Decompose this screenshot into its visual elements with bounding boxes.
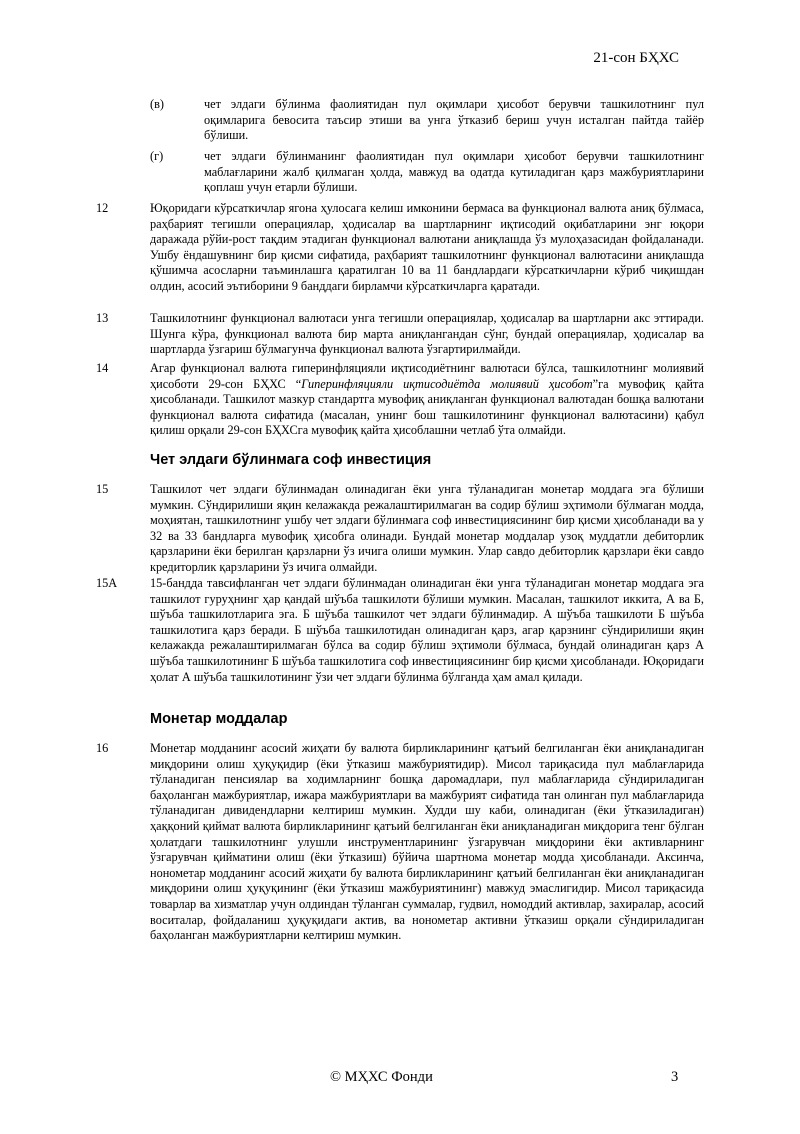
paragraph-text: Ташкилотнинг функционал валютаси унга тегишли операциялар, ҳодисалар ва шартларни акс эттиради. Шунга кўра, функционал валюта бир марта аниқлангандан сўнг, бундай операциялар, ҳодисалар ва шартларда ўзгариш бўлмагунча функционал валюта ўзгартирилмайди. [150,311,704,357]
item-number: (в) [150,97,164,111]
paragraph-number: 16 [96,741,109,755]
paragraph-number: 14 [96,361,109,375]
paragraph-number: 13 [96,311,109,325]
paragraph-text: 15-бандда тавсифланган чет элдаги бўлинмадан олинадиган ёки унга тўланадиган монетар моддага эга ташкилот гуруҳнинг ҳар қандай шўъба ташкилоти бўлиши мумкин. Масалан, ташкилот иккита, А ва Б, шўъба ташкилотларига эга. Б шўъба ташкилот чет элдаги бўлинмадир. А шўъба ташкилоти Б шўъба ташкилотига қарз беради. Б шўъба ташкилотидан олинадиган қарз, агар қарзнинг сўндирилиши яқин келажакда режалаштирилмаган бўлса ва содир бўлиш эҳтимоли бўлмаса, бундай олинадиган қарз А шўъба ташкилотининг Б шўъба ташкилотига соф инвестициясининг бир қисми ҳисобланади. Юқоридаги ҳолат А шўъба ташкилотининг ўзи чет элдаги бўлинма бўлганда ҳам амал қилади. [150,576,704,684]
paragraph-text: Монетар модданинг асосий жиҳати бу валюта бирликларининг қатъий белгиланган ёки аниқланадиган миқдорини олиш ҳуқуқидир (ёки ўтказиш мажбуриятидир). Мисол тариқасида пул маблағларида тўланадиган пенсиялар ва ходимларнинг бошқа даромадлари, пул маблағларида сўндириладиган баҳоланган мажбуриятлар, ижара мажбуриятлари ва мажбурият сифатида тан олинган пул маблағларида тўланадиган дивидендларни келтириш мумкин. Худди шу каби, олинадиган (ёки ўтказиладиган) ҳаққоний қиймат валюта бирликларининг қатъий белгиланган ёки аниқланадиган миқдорига тенг бўлган ҳолатдаги ташкилотнинг улушли инструментларининг ўзгарувчан миқдорини ёки активларнинг ўзгарувчан қийматини олиш (ёки ўтказиш) бўйича шартнома монетар модда ҳисобланади. Аксинча, нонометар модданинг асосий жиҳати бу валюта бирликларининг қатъий белгиланган ёки аниқланадиган миқдорини олиш ҳуқуқининг (ёки ўтказиш мажбуриятининг) мавжуд эмаслигидир. Мисол тариқасида товарлар ва хизматлар учун олдиндан тўланган суммалар, гудвил, номоддий активлар, захиралар, асосий воситалар, фойдаланиш ҳуқуқидаги актив, ва нонометар активни ўтказиш орқали сўндириладиган баҳоланган мажбуриятларни келтириш мумкин. [150,741,704,943]
paragraph-number: 15А [96,576,118,590]
page-number: 3 [671,1069,679,1085]
paragraph-text-part: ”га мувофиқ қайта ҳисобланади. Ташкилот мазкур стандартга мувофиқ аниқланган функционал валютадан бошқа валютани функционал валюта сифатида (масалан, унинг бош ташкилотининг функционал валютасини) қабул қилиш орқали 29-сон БҲХСга мувофиқ қайта ҳисоблашни четлаб ўта олмайди. [150,376,704,438]
paragraph-number: 12 [96,201,109,215]
list-item-text: чет элдаги бўлинманинг фаолиятидан пул оқимлари ҳисобот берувчи ташкилотнинг маблағларини жалб қилмаган ҳолда, мавжуд ва одатда кутиладиган қарз мажбуриятларини қоплаш учун етарли бўлиши. [204,149,704,195]
item-number: (г) [150,149,164,163]
paragraph-text-part: Агар функционал валюта гиперинфляцияли иқтисодиётнинг валютаси бўлса, ташкилотнинг молиявий ҳисоботи 29-сон БҲХС “ [150,361,704,391]
page-header: 21-сон БҲХС [593,50,679,66]
paragraph-number: 15 [96,482,109,496]
standard-title: Гиперинфляцияли иқтисодиётда молиявий ҳисобот [301,376,593,391]
section-heading: Монетар моддалар [150,711,288,727]
paragraph-text: Ташкилот чет элдаги бўлинмадан олинадиган ёки унга тўланадиган монетар моддага эга бўлиши мумкин. Сўндирилиши яқин келажакда режалаштирилмаган ва содир бўлиш эҳтимоли бўлмаган модда, моҳиятан, ташкилотнинг ушбу чет элдаги бўлинмага соф инвестициясининг бир қисми ҳисобланади ва у 32 ва 33 бандларга мувофиқ ҳисобга олинади. Бундай монетар моддалар узоқ муддатли дебиторлик қарзларини ёки берилган қарзларни ўз ичига олиши мумкин. Улар савдо дебиторлик қарзлари ёки савдо кредиторлик қарзларини ўз ичига олмайди. [150,482,704,574]
paragraph-text: Юқоридаги кўрсаткичлар ягона ҳулосага келиш имконини бермаса ва функционал валюта аниқ бўлмаса, раҳбарият тегишли операциялар, ҳодисалар ва шартларнинг иқтисодий оқибатларини энг юқори даражада рўйи-рост тақдим этадиган функционал валютани аниқлашда ўз мулоҳазасидан фойдаланади. Ушбу ёндашувнинг бир қисми сифатида, раҳбарият ташкилотнинг функционал валютасини аниқлашда қўшимча асосларни таъминлашга қаратилган 10 ва 11 бандлардаги кўрсаткичларни кўриб чиқишдан олдин, асосий эътиборини 9 банддаги бирламчи кўрсаткичларга қаратади. [150,201,704,293]
footer-copyright: © МҲХС Фонди [330,1069,433,1085]
section-heading: Чет элдаги бўлинмага соф инвестиция [150,452,432,468]
list-item-text: чет элдаги бўлинма фаолиятидан пул оқимлари ҳисобот берувчи ташкилотнинг пул оқимларига бевосита таъсир этиши ва унга ўтказиб бериш учун исталган пайтда тайёр бўлиши. [204,97,704,143]
paragraph-text [150,361,704,439]
